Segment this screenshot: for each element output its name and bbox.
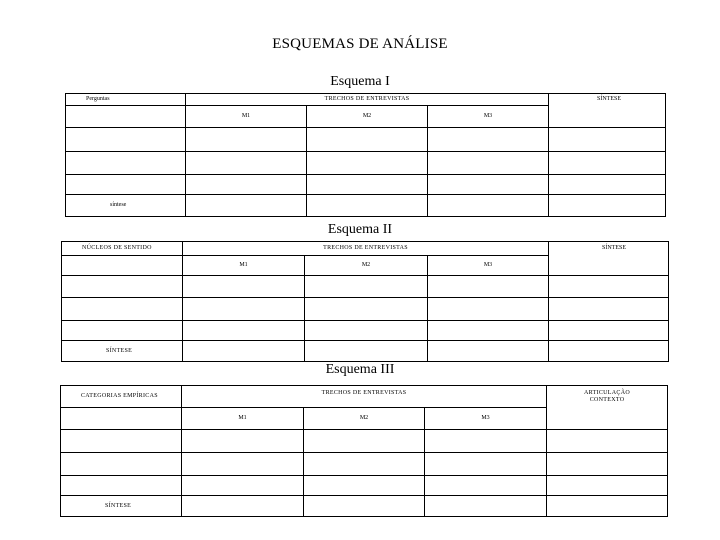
table-cell[interactable]	[425, 453, 547, 476]
scheme-1-col-m3: M3	[428, 106, 549, 128]
document-title: ESQUEMAS DE ANÁLISE	[272, 36, 448, 52]
table-cell[interactable]	[62, 276, 183, 298]
table-cell[interactable]	[547, 496, 668, 517]
table-cell[interactable]	[305, 298, 428, 321]
table-cell[interactable]	[307, 152, 428, 175]
table-cell[interactable]	[66, 128, 186, 152]
table-row	[61, 430, 668, 453]
table-cell[interactable]	[66, 175, 186, 195]
table-row	[66, 152, 666, 175]
table-cell[interactable]	[186, 128, 307, 152]
table-cell[interactable]	[305, 276, 428, 298]
table-cell[interactable]	[61, 476, 182, 496]
table-cell[interactable]	[305, 321, 428, 341]
table-cell[interactable]	[549, 276, 669, 298]
table-cell[interactable]	[425, 430, 547, 453]
scheme-2-header-synthesis: SÍNTESE	[549, 242, 669, 256]
table-cell[interactable]	[186, 195, 307, 217]
table-cell[interactable]	[307, 175, 428, 195]
table-cell[interactable]	[305, 341, 428, 362]
scheme-2-subheader-row	[62, 256, 669, 276]
table-cell[interactable]	[307, 195, 428, 217]
table-cell[interactable]	[549, 106, 666, 128]
table-cell[interactable]	[549, 321, 669, 341]
scheme-3-header-articulation: ARTICULAÇÃO CONTEXTO	[547, 386, 668, 408]
table-row	[62, 321, 669, 341]
scheme-2-col-m3: M3	[428, 256, 549, 276]
scheme-3-col-m3: M3	[425, 408, 547, 430]
scheme-3-footer-row	[61, 496, 668, 517]
table-cell[interactable]	[61, 430, 182, 453]
table-cell[interactable]	[304, 453, 425, 476]
scheme-1-col-m2: M2	[307, 106, 428, 128]
scheme-2-header-row	[62, 242, 669, 256]
scheme-2-footer-row	[62, 341, 669, 362]
table-cell[interactable]	[549, 341, 669, 362]
scheme-1-header-row	[66, 94, 666, 106]
table-cell[interactable]	[549, 256, 669, 276]
scheme-2-header-excerpts: TRECHOS DE ENTREVISTAS	[183, 242, 549, 256]
table-cell[interactable]	[183, 341, 305, 362]
table-cell[interactable]	[425, 496, 547, 517]
scheme-3-col-m2: M2	[304, 408, 425, 430]
table-cell[interactable]	[182, 476, 304, 496]
scheme-2-footer-synthesis: SÍNTESE	[62, 341, 183, 362]
scheme-1-header-excerpts: TRECHOS DE ENTREVISTAS	[186, 94, 549, 106]
table-cell[interactable]	[66, 152, 186, 175]
table-cell[interactable]	[428, 152, 549, 175]
table-cell[interactable]	[304, 430, 425, 453]
scheme-2-col-m1: M1	[183, 256, 305, 276]
scheme-2-table	[61, 241, 669, 362]
scheme-1-footer-row	[66, 195, 666, 217]
table-cell[interactable]	[62, 298, 183, 321]
table-cell[interactable]	[549, 152, 666, 175]
table-cell[interactable]	[62, 256, 183, 276]
scheme-3-table	[60, 385, 668, 517]
table-cell[interactable]	[428, 276, 549, 298]
scheme-1-header-questions: Perguntas	[66, 94, 186, 106]
table-cell[interactable]	[428, 298, 549, 321]
table-cell[interactable]	[182, 496, 304, 517]
table-cell[interactable]	[304, 476, 425, 496]
scheme-1-col-m1: M1	[186, 106, 307, 128]
table-cell[interactable]	[186, 175, 307, 195]
table-cell[interactable]	[547, 408, 668, 430]
scheme-3-header-excerpts: TRECHOS DE ENTREVISTAS	[182, 386, 547, 408]
table-row	[61, 453, 668, 476]
table-cell[interactable]	[183, 321, 305, 341]
scheme-2-title: Esquema II	[327, 222, 393, 237]
table-cell[interactable]	[183, 276, 305, 298]
table-cell[interactable]	[182, 430, 304, 453]
table-cell[interactable]	[428, 195, 549, 217]
table-cell[interactable]	[304, 496, 425, 517]
table-cell[interactable]	[61, 453, 182, 476]
scheme-1-subheader-row	[66, 106, 666, 128]
scheme-3-footer-synthesis: SÍNTESE	[61, 496, 182, 517]
table-row	[62, 298, 669, 321]
scheme-1-title: Esquema I	[330, 74, 390, 89]
table-cell[interactable]	[547, 476, 668, 496]
scheme-3-header-empirical-categories: CATEGORIAS EMPÍRICAS	[61, 386, 182, 408]
scheme-3-subheader-row	[61, 408, 668, 430]
table-cell[interactable]	[549, 298, 669, 321]
scheme-1-table	[65, 93, 666, 217]
table-cell[interactable]	[62, 321, 183, 341]
table-cell[interactable]	[182, 453, 304, 476]
scheme-1-footer-synthesis: síntese	[66, 195, 186, 217]
table-cell[interactable]	[549, 195, 666, 217]
scheme-1-header-synthesis: SÍNTESE	[549, 94, 666, 106]
table-cell[interactable]	[549, 175, 666, 195]
table-cell[interactable]	[428, 175, 549, 195]
table-cell[interactable]	[425, 476, 547, 496]
table-cell[interactable]	[186, 152, 307, 175]
scheme-3-col-m1: M1	[182, 408, 304, 430]
table-row	[66, 175, 666, 195]
table-cell[interactable]	[307, 128, 428, 152]
table-cell[interactable]	[183, 298, 305, 321]
scheme-3-header-row	[61, 386, 668, 408]
scheme-2-col-m2: M2	[305, 256, 428, 276]
table-cell[interactable]	[428, 321, 549, 341]
table-cell[interactable]	[549, 128, 666, 152]
scheme-2-header-meaning-cores: NÚCLEOS DE SENTIDO	[62, 242, 183, 256]
table-cell[interactable]	[428, 128, 549, 152]
table-cell[interactable]	[61, 408, 182, 430]
table-row	[66, 128, 666, 152]
table-row	[61, 476, 668, 496]
table-cell[interactable]	[66, 106, 186, 128]
table-cell[interactable]	[547, 453, 668, 476]
table-row	[62, 276, 669, 298]
table-cell[interactable]	[547, 430, 668, 453]
table-cell[interactable]	[428, 341, 549, 362]
scheme-3-title: Esquema III	[325, 362, 395, 377]
